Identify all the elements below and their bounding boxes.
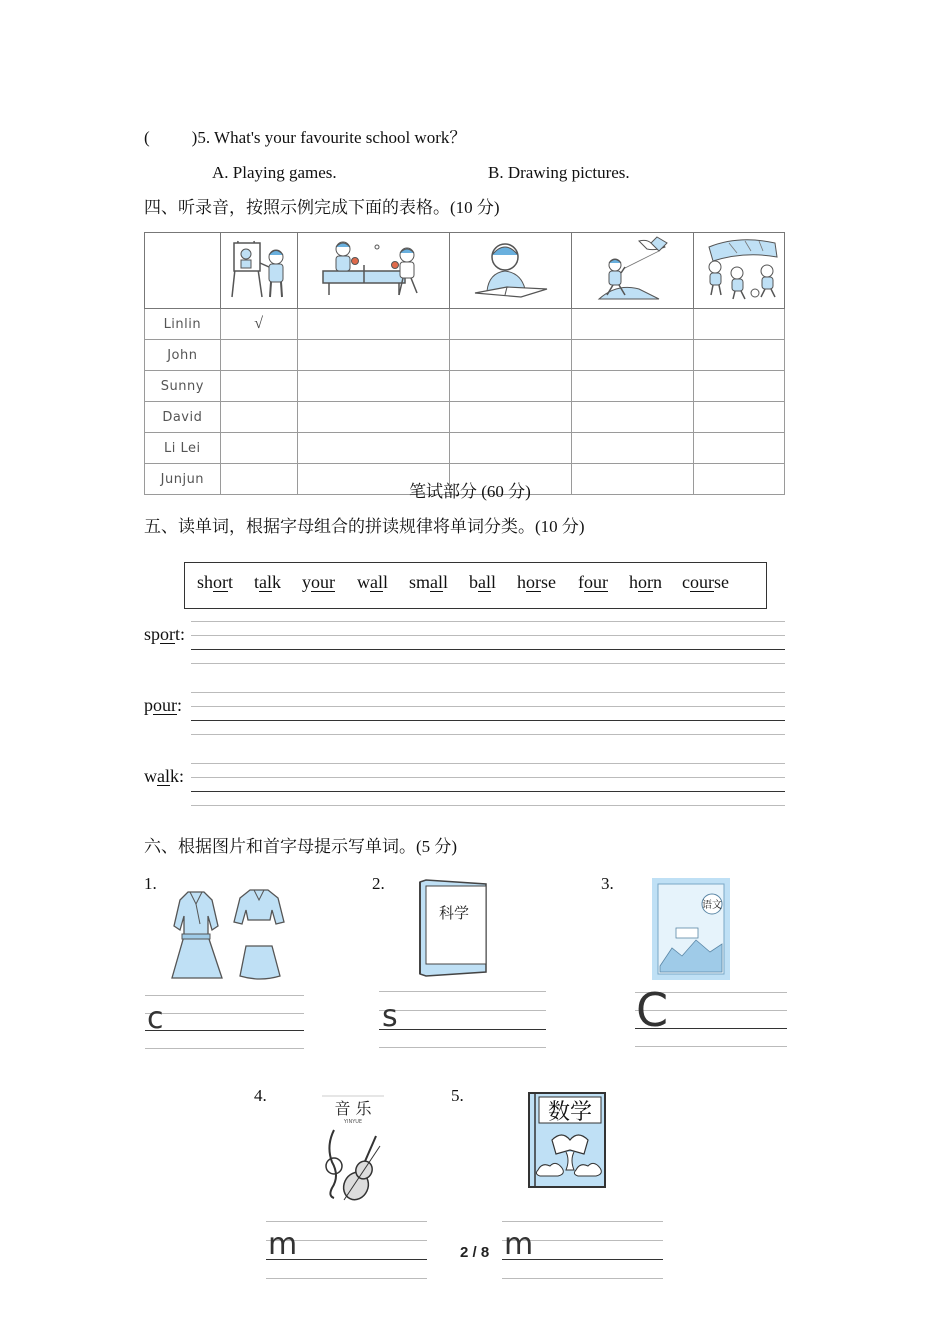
answer-cell[interactable]: [220, 402, 297, 433]
science-book-icon: [416, 878, 490, 978]
chinese-book-label: 语文: [702, 900, 722, 911]
word-box: [184, 562, 767, 609]
item-number: 5.: [451, 1086, 464, 1105]
word-item: your: [302, 572, 335, 592]
answer-cell[interactable]: [297, 340, 450, 371]
hint-letter: m: [268, 1227, 298, 1262]
written-part-heading: 笔试部分 (60 分): [409, 482, 531, 501]
picture-cell: [450, 233, 572, 309]
answer-cell[interactable]: [220, 433, 297, 464]
picture-cell: [220, 233, 297, 309]
word-item: short: [197, 572, 234, 592]
section4-title: 四、听录音，按照示例完成下面的表格。(10 分): [144, 198, 500, 217]
answer-cell[interactable]: [297, 402, 450, 433]
answer-cell[interactable]: [693, 371, 784, 402]
answer-cell[interactable]: [572, 371, 694, 402]
football-icon: [695, 233, 783, 303]
q5-option-a: A. Playing games.: [212, 163, 337, 182]
answer-cell[interactable]: [572, 340, 694, 371]
word-item: course: [682, 572, 729, 592]
student-name: Junjun: [145, 464, 221, 495]
answer-cell[interactable]: [450, 340, 572, 371]
clothes-icon: [166, 886, 296, 982]
page-number: 2 / 8: [460, 1244, 490, 1261]
word-item: talk: [254, 572, 282, 592]
music-book-sub: YINYUE: [343, 1119, 363, 1125]
hint-letter: C: [636, 983, 669, 1037]
hint-letter: c: [147, 1001, 164, 1036]
q5-paren-close: ): [191, 128, 198, 147]
answer-cell[interactable]: [693, 340, 784, 371]
q5-line: [144, 127, 466, 149]
hint-letter: m: [504, 1227, 534, 1262]
q5-option-b: B. Drawing pictures.: [488, 163, 630, 182]
item-number: 3.: [601, 874, 614, 893]
item-number: 2.: [372, 874, 385, 893]
picture-cell: [693, 233, 784, 309]
answer-cell[interactable]: [297, 433, 450, 464]
table-row: [145, 433, 785, 464]
category-label-pour: pour:: [144, 695, 183, 715]
music-book-icon: [318, 1090, 388, 1206]
chinese-book-icon: [652, 878, 730, 980]
answer-cell[interactable]: [572, 309, 694, 340]
answer-cell[interactable]: [693, 433, 784, 464]
ping-pong-icon: [313, 235, 433, 301]
item-number: 1.: [144, 874, 157, 893]
answer-cell[interactable]: [220, 340, 297, 371]
item-number: 4.: [254, 1086, 267, 1105]
word-item: ball: [469, 572, 497, 592]
science-book-label: 科学: [438, 904, 470, 922]
q5-text: 5. What's your favourite school work？: [197, 128, 467, 147]
example-check-mark: √: [220, 309, 297, 340]
table-corner-cell: [145, 233, 221, 309]
answer-cell[interactable]: [220, 464, 297, 495]
answer-cell[interactable]: [450, 433, 572, 464]
word-item: wall: [357, 572, 389, 592]
answer-cell[interactable]: [450, 402, 572, 433]
word-item: four: [578, 572, 608, 592]
student-name: Sunny: [145, 371, 221, 402]
student-name: John: [145, 340, 221, 371]
music-book-label: 音 乐: [334, 1099, 372, 1118]
student-name: David: [145, 402, 221, 433]
math-book-label: 数学: [547, 1100, 593, 1125]
section5-title: 五、读单词，根据字母组合的拼读规律将单词分类。(10 分): [144, 517, 585, 536]
student-name: Linlin: [145, 309, 221, 340]
q5-paren-open: (: [144, 128, 150, 147]
reading-icon: [461, 235, 561, 301]
table-header-row: [145, 233, 785, 309]
table-row: [145, 309, 785, 340]
hint-letter: s: [382, 999, 398, 1034]
category-label-walk: walk:: [144, 766, 185, 786]
category-label-sport: sport:: [144, 624, 186, 644]
answer-cell[interactable]: [693, 464, 784, 495]
student-name: Li Lei: [145, 433, 221, 464]
listening-table: [144, 232, 785, 495]
answer-cell[interactable]: [220, 371, 297, 402]
answer-cell[interactable]: [450, 371, 572, 402]
answer-cell[interactable]: [297, 309, 450, 340]
answer-cell[interactable]: [693, 402, 784, 433]
word-item: small: [409, 572, 449, 592]
table-row: [145, 340, 785, 371]
answer-cell[interactable]: [450, 309, 572, 340]
table-row: [145, 402, 785, 433]
answer-cell[interactable]: [572, 433, 694, 464]
picture-cell: [572, 233, 694, 309]
picture-cell: [297, 233, 450, 309]
table-row: [145, 371, 785, 402]
answer-cell[interactable]: [572, 402, 694, 433]
word-item: horn: [629, 572, 662, 592]
word-item: horse: [517, 572, 556, 592]
kite-flying-icon: [581, 233, 685, 303]
answer-cell[interactable]: [572, 464, 694, 495]
painting-icon: [224, 233, 294, 303]
section6-title: 六、根据图片和首字母提示写单词。(5 分): [144, 837, 458, 856]
answer-cell[interactable]: [693, 309, 784, 340]
answer-cell[interactable]: [297, 371, 450, 402]
math-book-icon: [526, 1090, 608, 1190]
